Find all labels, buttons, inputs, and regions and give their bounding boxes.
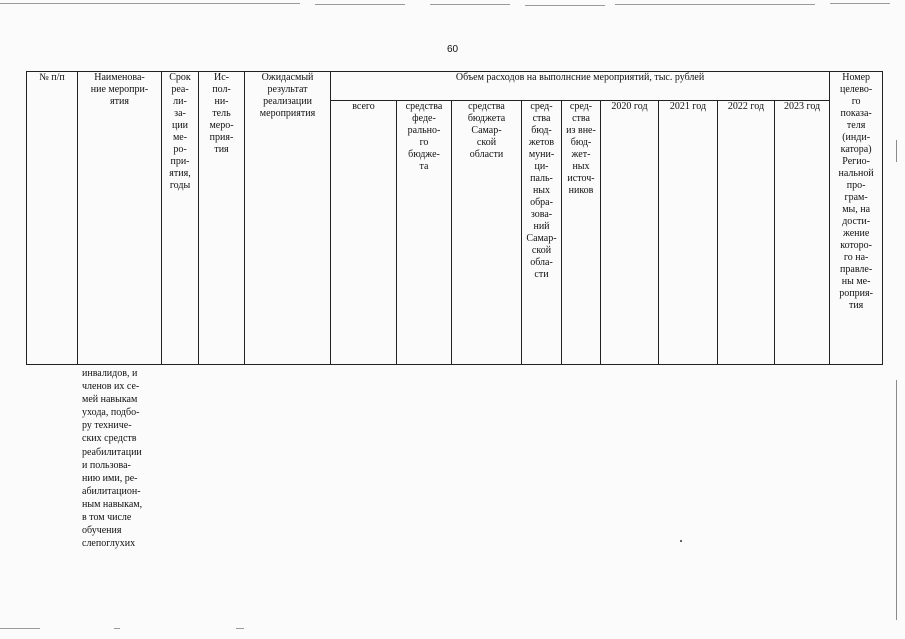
table-header-row — [27, 72, 883, 101]
scan-artifact-bottom-1 — [0, 628, 40, 629]
scan-artifact-top-2 — [315, 4, 405, 5]
subcol-year-2020: 2020 год — [601, 101, 659, 365]
activity-name-continuation: инвалидов, и членов их се- мей навыкам ухода, подбо- ру техниче- ских средств реабилитации и пользова- нию ими, ре- абилитацион- ным навыкам, в том числе обучения слепоглухих — [82, 368, 143, 550]
scan-artifact-top-5 — [615, 4, 815, 5]
col-header-term: Срок реа- ли- за- ции ме- ро- при- ятия, годы — [162, 72, 199, 365]
col-header-expenses-group: Объем расходов на выполнсние мероприятий, тыс. рублей — [331, 72, 830, 101]
subcol-municipal-budgets: сред- ства бюд- жетов муни- ци- паль- ных обра- зова- ний Самар- ской обла- сти — [522, 101, 562, 365]
col-header-number: № п/п — [27, 72, 78, 365]
col-header-activity-name: Наименова- ние меропри- ятия — [78, 72, 162, 365]
expenses-table — [26, 71, 883, 365]
subcol-total: всего — [331, 101, 397, 365]
subcol-extra-budgetary: сред- ства из вне- бюд- жет- ных источ- ников — [562, 101, 601, 365]
scan-artifact-right-1 — [896, 140, 897, 162]
subcol-year-2023: 2023 год — [775, 101, 830, 365]
page-number: 60 — [446, 44, 459, 55]
scan-artifact-bottom-2 — [114, 628, 120, 629]
subcol-federal-budget: средства феде- рально- го бюдже- та — [397, 101, 452, 365]
scan-artifact-top-1 — [0, 3, 300, 4]
col-header-indicator-number: Номер целево- го показа- теля (инди- катора) Регио- нальной про- грам- мы, на дости- жение которо- го на- правле- ны ме- роприя- тия — [830, 72, 883, 365]
scan-artifact-top-4 — [525, 5, 605, 6]
scan-artifact-top-3 — [430, 4, 510, 5]
scan-speck — [680, 540, 682, 542]
scan-artifact-right-2 — [896, 380, 897, 620]
subcol-year-2022: 2022 год — [718, 101, 775, 365]
scan-artifact-top-6 — [830, 3, 890, 4]
col-header-expected-result: Ожидасмый результат реализации мероприятия — [245, 72, 331, 365]
subcol-year-2021: 2021 год — [659, 101, 718, 365]
scan-artifact-bottom-3 — [236, 628, 244, 629]
subcol-regional-budget: средства бюджета Самар- ской области — [452, 101, 522, 365]
col-header-executor: Ис- пол- ни- тель меро- прия- тия — [199, 72, 245, 365]
